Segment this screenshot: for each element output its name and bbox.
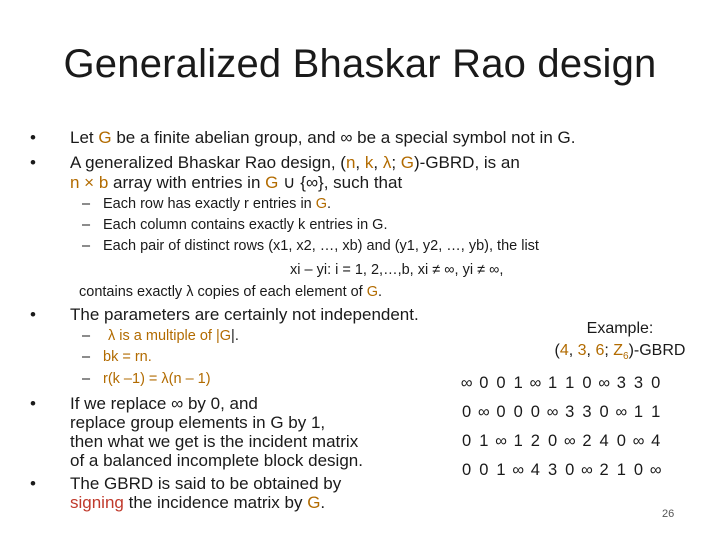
bullet-4-line-4: of a balanced incomplete block design.: [70, 451, 363, 470]
bullet-dot: •: [30, 305, 36, 324]
bullet-3-sub-2: bk = rn.: [103, 349, 152, 365]
text: ∪ {∞}, such that: [278, 173, 403, 192]
matrix-row: [458, 427, 664, 456]
bullet-dot: •: [30, 474, 36, 493]
matrix-cell: 0: [582, 374, 592, 392]
sub-bullet-3-line-3: [79, 284, 382, 300]
bullet-1-text-end: be a finite abelian group, and ∞ be a special symbol not in G.: [111, 128, 576, 147]
text: )-GBRD, is an: [414, 153, 520, 172]
text: .: [320, 493, 326, 512]
sub-bullet-3: Each pair of distinct rows (x1, x2, …, xb) and (y1, y2, …, yb), the list: [103, 238, 539, 254]
matrix-cell: 4: [599, 432, 609, 450]
signing-word: signing: [70, 493, 124, 512]
matrix-cell: 0: [599, 403, 609, 421]
matrix-cell: ∞: [495, 432, 507, 450]
bullet-dot: •: [30, 153, 36, 172]
matrix-cell: ∞: [615, 403, 628, 421]
matrix-cell: ∞: [581, 461, 593, 479]
group-symbol: G: [315, 196, 328, 212]
text: |.: [231, 328, 239, 344]
matrix-cell: 4: [651, 432, 661, 450]
bullet-3: The parameters are certainly not independent.: [70, 305, 419, 324]
matrix-cell: 1: [513, 432, 523, 450]
param-n: n: [345, 153, 356, 172]
matrix-cell: ∞: [512, 461, 525, 479]
group-Z6: [613, 342, 629, 363]
matrix-cell: 1: [633, 403, 644, 421]
matrix-cell: 0: [530, 403, 540, 421]
matrix-cell: 0: [651, 374, 661, 392]
bullet-4-line-2: replace group elements in G by 1,: [70, 413, 326, 432]
matrix-cell: 0: [462, 432, 472, 450]
matrix-cell: 0: [462, 403, 472, 421]
bullet-3-sub-1: [108, 328, 239, 344]
matrix-cell: ∞: [477, 403, 490, 421]
text: ,: [373, 153, 383, 172]
group-symbol: G: [219, 328, 232, 344]
text: contains exactly λ copies of each element of: [79, 284, 367, 300]
matrix-cell: 0: [616, 432, 626, 450]
matrix-cell: 1: [513, 374, 523, 392]
sub-bullet-1: [103, 196, 331, 212]
text: ;: [391, 153, 401, 172]
text: array with entries in: [108, 173, 266, 192]
bullet-5-line-1: The GBRD is said to be obtained by: [70, 474, 342, 493]
matrix-cell: 1: [479, 432, 489, 450]
matrix-row: [458, 369, 664, 398]
matrix-cell: 1: [616, 461, 626, 479]
group-symbol: G: [98, 128, 112, 147]
dash: –: [82, 196, 91, 212]
text: )-GBRD: [628, 342, 686, 359]
example-params: [530, 342, 710, 362]
param-k: k: [364, 153, 374, 172]
matrix-cell: 0: [547, 432, 558, 450]
matrix-cell: 1: [496, 461, 506, 479]
matrix-cell: 0: [496, 374, 506, 392]
text: ,: [568, 342, 578, 359]
param: 4: [559, 342, 569, 359]
param: 3: [577, 342, 587, 359]
dash: –: [82, 328, 91, 344]
matrix-cell: ∞: [529, 374, 542, 392]
matrix-cell: 3: [633, 374, 644, 392]
matrix-cell: 3: [565, 403, 575, 421]
param-G: G: [400, 153, 415, 172]
matrix-row: [458, 398, 664, 427]
gbrd-matrix: [458, 369, 664, 485]
matrix-cell: 2: [599, 461, 609, 479]
text: ,: [355, 153, 365, 172]
text: Z: [613, 342, 624, 359]
text: Each row has exactly r entries in: [103, 196, 316, 212]
bullet-1: [70, 128, 575, 148]
dash: –: [82, 349, 91, 365]
matrix-cell: 0: [633, 461, 644, 479]
matrix-cell: 3: [547, 461, 558, 479]
matrix-cell: 1: [651, 403, 661, 421]
text: .: [378, 284, 383, 300]
bullet-dot: •: [30, 394, 36, 413]
slide-title: Generalized Bhaskar Rao design: [63, 42, 657, 86]
sub-bullet-3-line-2: xi – yi: i = 1, 2,…,b, xi ≠ ∞, yi ≠ ∞,: [290, 262, 504, 278]
array-size: n × b: [70, 173, 109, 192]
text: ,: [586, 342, 596, 359]
group-symbol: G: [307, 493, 321, 512]
bullet-3-sub-3: r(k –1) = λ(n – 1): [103, 371, 211, 387]
bullet-4-line-3: then what we get is the incident matrix: [70, 432, 359, 451]
param-lambda: λ: [382, 153, 392, 172]
text: λ is a multiple of |: [108, 328, 220, 344]
matrix-cell: ∞: [460, 374, 473, 392]
matrix-cell: 1: [547, 374, 558, 392]
group-symbol: G: [366, 284, 379, 300]
text: (: [554, 342, 560, 359]
bullet-4-line-1: If we replace ∞ by 0, and: [70, 394, 258, 413]
bullet-2-line-2: [70, 173, 402, 193]
text: the incidence matrix by: [123, 493, 308, 512]
matrix-cell: 0: [565, 461, 575, 479]
bullet-1-text: Let: [70, 128, 99, 147]
dash: –: [82, 217, 91, 233]
bullet-5-line-2: [70, 493, 325, 513]
subscript: 6: [623, 351, 629, 363]
bullet-dot: •: [30, 128, 36, 147]
matrix-cell: 0: [479, 374, 489, 392]
matrix-cell: 1: [565, 374, 575, 392]
matrix-cell: 4: [530, 461, 540, 479]
matrix-cell: 0: [462, 461, 472, 479]
matrix-cell: ∞: [649, 461, 662, 479]
param: 6: [595, 342, 605, 359]
matrix-cell: ∞: [563, 432, 576, 450]
group-symbol: G: [265, 173, 279, 192]
dash: –: [82, 238, 91, 254]
matrix-cell: 3: [582, 403, 592, 421]
matrix-cell: 0: [513, 403, 523, 421]
dash: –: [82, 371, 91, 387]
matrix-cell: ∞: [598, 374, 610, 392]
matrix-cell: 2: [530, 432, 540, 450]
text: A generalized Bhaskar Rao design, (: [70, 153, 346, 172]
page-number: 26: [662, 508, 675, 520]
bullet-2-line-1: [70, 153, 520, 173]
matrix-cell: ∞: [546, 403, 559, 421]
text: ;: [604, 342, 614, 359]
matrix-cell: 3: [616, 374, 626, 392]
matrix-cell: 0: [496, 403, 506, 421]
sub-bullet-2: Each column contains exactly k entries in G.: [103, 217, 388, 233]
matrix-cell: 0: [479, 461, 489, 479]
example-label: Example:: [586, 320, 654, 337]
matrix-row: [458, 456, 664, 485]
matrix-cell: ∞: [632, 432, 645, 450]
matrix-cell: 2: [582, 432, 592, 450]
text: .: [327, 196, 332, 212]
